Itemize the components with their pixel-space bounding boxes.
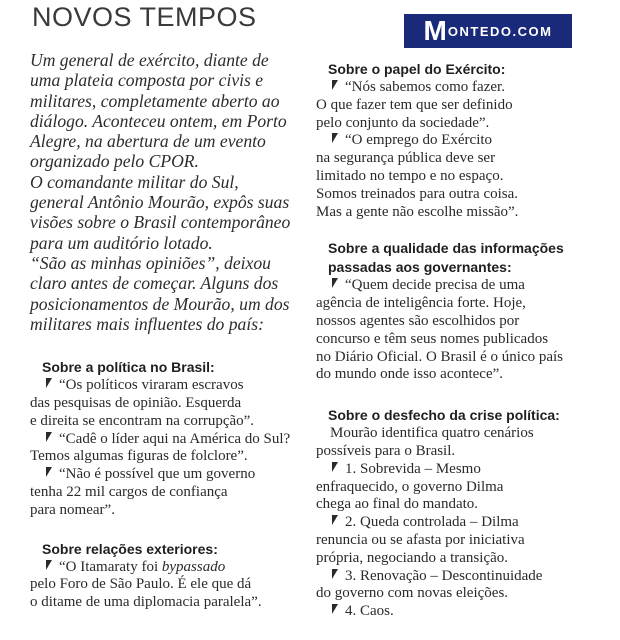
scenario-line: enfraquecido, o governo Dilma <box>316 478 504 495</box>
quote-marker-icon <box>46 467 52 477</box>
quote-line: o ditame de uma diplomacia paralela”. <box>30 594 262 611</box>
quote-line: “O Itamaraty foi bypassado <box>30 559 305 577</box>
scenario-line: 2. Queda controlada – Dilma <box>316 514 616 532</box>
logo-text: ONTEDO.COM <box>447 23 553 39</box>
quote-line: Mas a gente não escolhe missão”. <box>316 203 519 220</box>
section-title: Sobre a política no Brasil: <box>42 359 215 376</box>
quote-line: “Nós sabemos como fazer. <box>316 79 616 97</box>
intro-line: claro antes de começar. Alguns dos <box>30 273 279 294</box>
quote-marker-icon <box>46 560 52 570</box>
section-exteriores <box>30 540 305 612</box>
quote-marker-icon <box>332 462 338 472</box>
lead-line: Mourão identifica quatro cenários <box>330 425 534 442</box>
intro-line: para um auditório lotado. <box>30 232 213 253</box>
quote-marker-icon <box>46 378 52 388</box>
quote-line: “Os políticos viraram escravos <box>30 377 305 395</box>
section-title: Sobre a qualidade das informações <box>328 240 564 257</box>
intro-line: general Antônio Mourão, expôs suas <box>30 192 290 213</box>
quote-line: “Quem decide precisa de uma <box>316 277 616 295</box>
quote-marker-icon <box>332 604 338 614</box>
quote-line: das pesquisas de opinião. Esquerda <box>30 394 242 411</box>
site-logo <box>404 14 572 48</box>
quote-marker-icon <box>332 80 338 90</box>
left-column <box>30 50 305 612</box>
scenario-line: própria, negociando a transição. <box>316 549 509 566</box>
intro-line: militares, completamente aberto ao <box>30 90 280 111</box>
quote-line: pelo Foro de São Paulo. É ele que dá <box>30 576 252 593</box>
intro-line: militares mais influentes do país: <box>30 313 264 334</box>
quote-line: “Não é possível que um governo <box>30 466 305 484</box>
scenario-line: renuncia ou se afasta por iniciativa <box>316 531 525 548</box>
quote-line: para nomear”. <box>30 501 115 518</box>
quote-line: “O emprego do Exército <box>316 132 616 150</box>
section-title: Sobre o papel do Exército: <box>328 61 506 77</box>
quote-line: O que fazer tem que ser definido <box>316 96 513 113</box>
quote-line: pelo conjunto da sociedade”. <box>316 114 490 131</box>
logo-initial: M <box>423 15 447 46</box>
section-informacoes <box>316 239 616 384</box>
headline: NOVOS TEMPOS <box>32 2 257 32</box>
intro-line: Um general de exército, diante de <box>30 50 269 70</box>
section-exercito <box>316 60 616 221</box>
quote-marker-icon <box>46 432 52 442</box>
section-title: Sobre relações exteriores: <box>42 540 218 557</box>
quote-line: tenha 22 mil cargos de confiança <box>30 483 228 500</box>
quote-marker-icon <box>332 569 338 579</box>
section-crise <box>316 406 616 621</box>
lead-line: possíveis para o Brasil. <box>316 442 456 459</box>
quote-line: na segurança pública deve ser <box>316 150 496 167</box>
quote-line: Temos algumas figuras de folclore”. <box>30 448 248 465</box>
quote-line: limitado no tempo e no espaço. <box>316 167 504 184</box>
section-politica <box>30 358 305 519</box>
scenario-line: 1. Sobrevida – Mesmo <box>316 461 616 479</box>
scenario-line: do governo com novas eleições. <box>316 585 509 602</box>
scenario-line: 3. Renovação – Descontinuidade <box>316 568 616 586</box>
right-column <box>316 60 616 621</box>
intro-line: posicionamentos de Mourão, um dos <box>30 293 290 314</box>
intro-line: Alegre, na abertura de um evento <box>30 131 266 152</box>
quote-line: do mundo onde isso acontece”. <box>316 366 504 383</box>
quote-line: no Diário Oficial. O Brasil é o único país <box>316 348 564 365</box>
quote-line: “Cadê o líder aqui na América do Sul? <box>30 431 305 449</box>
intro-line: “São as minhas opiniões”, deixou <box>30 252 271 273</box>
section-title-cont: passadas aos governantes: <box>328 259 512 276</box>
quote-line: Somos treinados para outra coisa. <box>316 185 519 202</box>
scenario-line: 4. Caos. <box>316 603 616 621</box>
scenario-line: chega ao final do mandato. <box>316 496 479 513</box>
quote-marker-icon <box>332 278 338 288</box>
intro-line: organizado pelo CPOR. <box>30 151 199 172</box>
quote-line: agência de inteligência forte. Hoje, <box>316 295 526 312</box>
intro-line: visões sobre o Brasil contemporâneo <box>30 212 291 233</box>
intro-line: O comandante militar do Sul, <box>30 171 239 192</box>
quote-line: nossos agentes são escolhidos por <box>316 312 520 329</box>
intro-line: diálogo. Aconteceu ontem, em Porto <box>30 110 287 131</box>
quote-marker-icon <box>332 515 338 525</box>
quote-marker-icon <box>332 133 338 143</box>
quote-line: concurso e têm seus nomes publicados <box>316 330 549 347</box>
quote-line: e direita se encontram na corrupção”. <box>30 412 255 429</box>
intro-line: uma plateia composta por civis e <box>30 70 264 91</box>
intro-text <box>30 50 305 334</box>
section-title: Sobre o desfecho da crise política: <box>328 407 560 424</box>
